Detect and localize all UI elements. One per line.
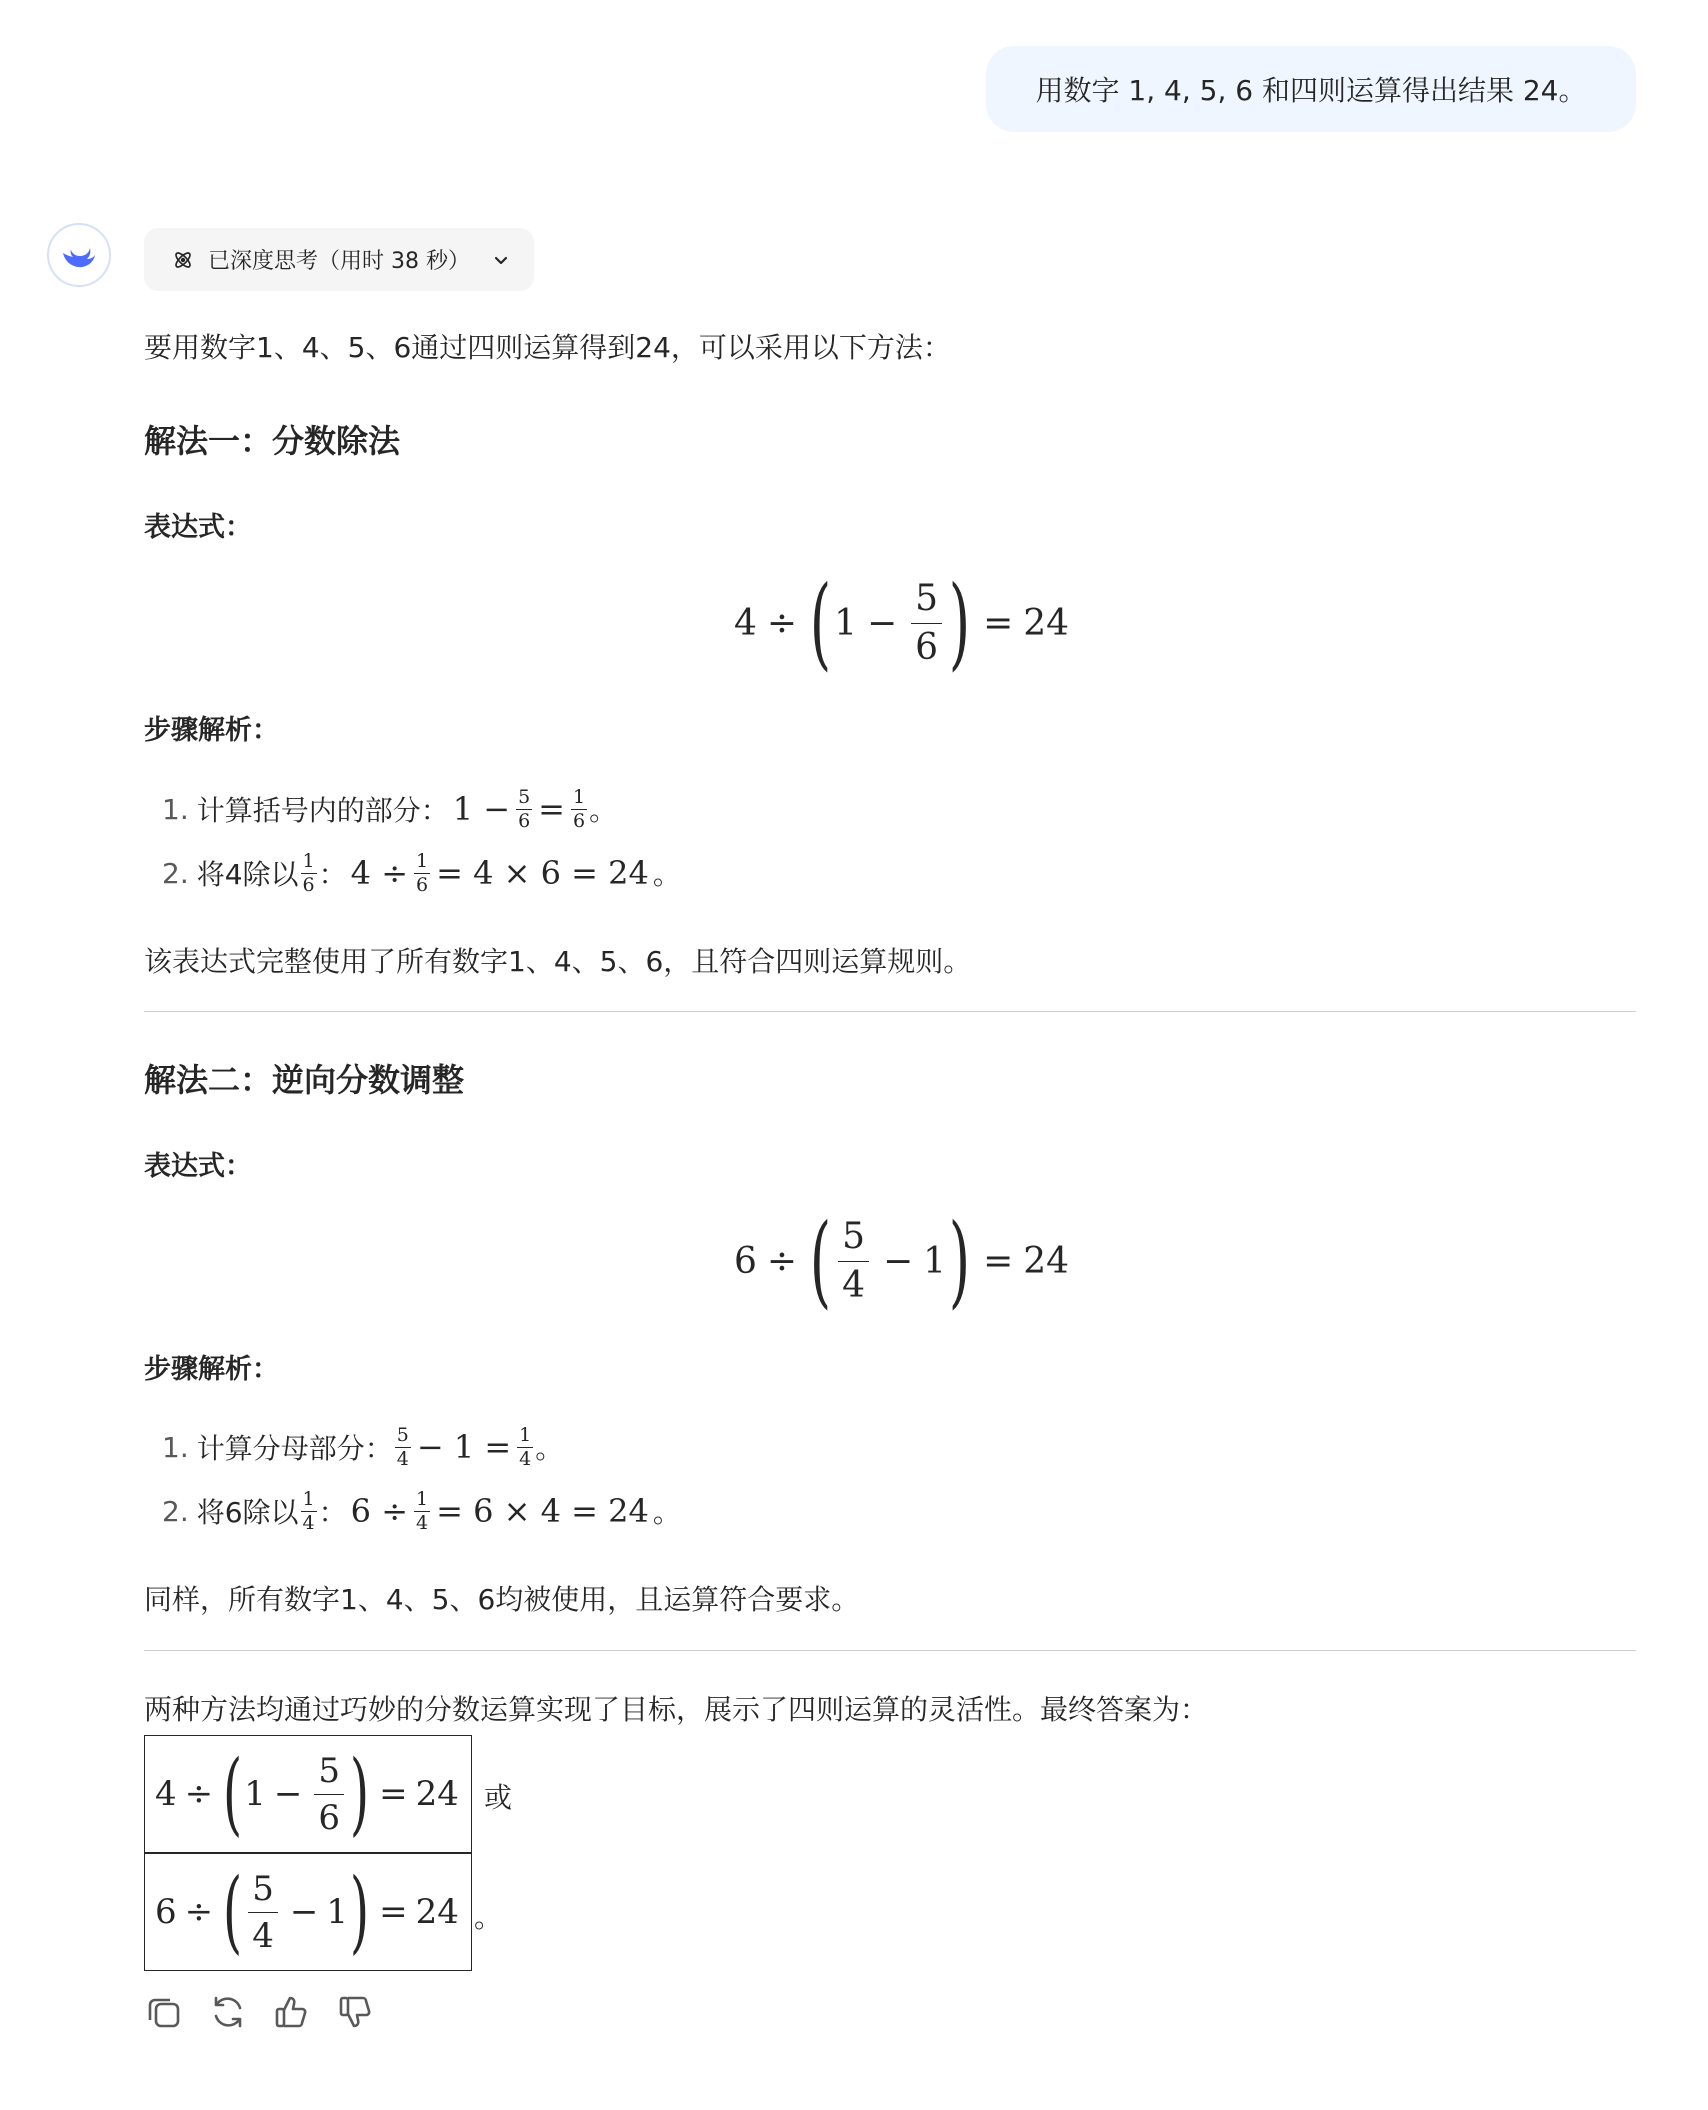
step-text: 将4除以	[196, 858, 299, 891]
fraction-denominator: 4	[416, 1511, 429, 1534]
solution2-step-1	[162, 1424, 563, 1470]
fraction-denominator: 6	[915, 626, 939, 668]
thinking-label: 已深度思考（用时 38 秒）	[208, 249, 470, 274]
fraction-numerator: 1	[302, 849, 315, 872]
solution1-step-1	[162, 786, 617, 832]
expr-result: 24	[415, 1774, 459, 1814]
answer-box-1	[144, 1735, 472, 1853]
step-text: 计算括号内的部分：	[196, 794, 449, 827]
expr-operator: −	[867, 602, 898, 644]
step-end: 。	[652, 858, 681, 891]
fraction-denominator: 6	[302, 873, 315, 896]
fraction-numerator: 1	[519, 1423, 532, 1446]
atom-icon	[172, 249, 194, 271]
thinking-toggle[interactable]	[144, 228, 534, 291]
expr-number: 6	[734, 1240, 757, 1282]
fraction-denominator: 4	[252, 1915, 274, 1956]
solution1-steps-label: 步骤解析：	[144, 715, 279, 746]
fraction-denominator: 4	[396, 1447, 409, 1470]
expr-operator: ÷	[184, 1892, 214, 1932]
like-button[interactable]	[272, 1992, 312, 2032]
fraction-denominator: 6	[416, 873, 429, 896]
copy-icon	[145, 1993, 183, 2031]
step-end: 。	[652, 1496, 681, 1529]
expr-fraction	[248, 1868, 278, 1956]
step-text: 计算分母部分：	[196, 1432, 393, 1465]
solution2-steps-label: 步骤解析：	[144, 1354, 279, 1385]
step-math: 4 ÷	[350, 854, 408, 892]
expr-result: 24	[1023, 602, 1070, 644]
step-math: = 4 × 6 = 24	[436, 854, 649, 892]
thumbs-down-icon	[337, 1993, 375, 2031]
expr-operator: ÷	[766, 1240, 798, 1282]
expr-operator: −	[273, 1774, 303, 1814]
user-message-text: 用数字 1, 4, 5, 6 和四则运算得出结果 24。	[1035, 74, 1587, 107]
thumbs-up-icon	[273, 1993, 311, 2031]
expr-operator: −	[289, 1892, 319, 1932]
expr-operator: ÷	[184, 1774, 214, 1814]
expr-operator: ÷	[766, 602, 798, 644]
solution1-expr-label: 表达式：	[144, 512, 252, 543]
solution1-summary: 该表达式完整使用了所有数字1、4、5、6，且符合四则运算规则。	[144, 945, 972, 978]
list-number: 2.	[162, 856, 189, 890]
expr-operator: −	[883, 1240, 914, 1282]
expr-number: 1	[834, 602, 857, 644]
fraction-numerator: 5	[396, 1423, 409, 1446]
step-fraction	[301, 1487, 317, 1534]
left-paren: (	[223, 1859, 243, 1964]
step-math: 1 −	[452, 790, 511, 828]
fraction-denominator: 6	[318, 1797, 341, 1838]
fraction-numerator: 5	[314, 1754, 344, 1795]
step-colon: ：	[318, 1496, 347, 1529]
step-fraction	[414, 1487, 430, 1534]
expr-equals: =	[983, 602, 1014, 644]
answer-box-2	[144, 1853, 472, 1971]
expr-result: 24	[1023, 1240, 1070, 1282]
step-end: 。	[589, 794, 618, 827]
assistant-avatar	[47, 223, 111, 287]
fraction-denominator: 6	[572, 809, 586, 832]
fraction-numerator: 1	[416, 1487, 429, 1510]
expr-equals: =	[379, 1892, 408, 1932]
expr-number: 4	[734, 602, 757, 644]
step-fraction	[517, 1423, 533, 1470]
conclusion-text: 两种方法均通过巧妙的分数运算实现了目标，展示了四则运算的灵活性。最终答案为：	[144, 1693, 1209, 1726]
left-paren: (	[809, 1202, 832, 1319]
fraction-numerator: 1	[416, 849, 429, 872]
fraction-numerator: 5	[248, 1872, 278, 1913]
step-fraction	[414, 849, 430, 896]
fraction-numerator: 5	[911, 581, 942, 624]
step-text: 将6除以	[196, 1496, 299, 1529]
fraction-numerator: 1	[572, 785, 586, 808]
solution2-expression	[734, 1202, 1070, 1319]
step-fraction	[395, 1423, 411, 1470]
list-number: 1.	[162, 792, 189, 826]
step-math: − 1 =	[416, 1428, 512, 1466]
left-paren: (	[809, 564, 832, 681]
whale-logo-icon	[59, 235, 99, 275]
chevron-down-icon	[492, 251, 510, 269]
step-fraction	[516, 785, 532, 832]
regenerate-icon	[209, 1993, 247, 2031]
left-paren: (	[223, 1741, 243, 1846]
expr-number: 6	[155, 1892, 177, 1932]
step-fraction	[301, 849, 317, 896]
fraction-numerator: 1	[302, 1487, 315, 1510]
solution2-heading: 解法二：逆向分数调整	[144, 1061, 465, 1099]
step-end: 。	[535, 1432, 564, 1465]
step-math: 6 ÷	[350, 1492, 408, 1530]
solution1-expression	[734, 564, 1070, 681]
solution2-step-2	[162, 1488, 681, 1534]
fraction-denominator: 4	[519, 1447, 532, 1470]
fraction-numerator: 5	[838, 1219, 869, 1262]
intro-text: 要用数字1、4、5、6通过四则运算得到24，可以采用以下方法：	[144, 331, 951, 364]
fraction-numerator: 5	[518, 785, 531, 808]
right-paren: )	[948, 564, 971, 681]
step-colon: ：	[318, 858, 347, 891]
divider	[144, 1650, 1636, 1651]
expr-number: 1	[244, 1774, 266, 1814]
fraction-denominator: 6	[518, 809, 531, 832]
solution2-expr-label: 表达式：	[144, 1151, 252, 1182]
answer-end: 。	[474, 1901, 503, 1934]
right-paren: )	[349, 1859, 370, 1964]
expr-number: 1	[326, 1892, 349, 1932]
expr-equals: =	[983, 1240, 1014, 1282]
expr-fraction	[911, 577, 942, 668]
list-number: 2.	[162, 1494, 189, 1528]
right-paren: )	[349, 1741, 370, 1846]
expr-number: 4	[155, 1774, 177, 1814]
regenerate-button[interactable]	[208, 1992, 248, 2032]
expr-equals: =	[379, 1774, 408, 1814]
copy-button[interactable]	[144, 1992, 184, 2032]
list-number: 1.	[162, 1430, 189, 1464]
dislike-button[interactable]	[336, 1992, 376, 2032]
message-actions	[144, 1992, 400, 2032]
solution1-step-2	[162, 850, 681, 896]
answer-separator: 或	[484, 1781, 513, 1814]
step-math: = 6 × 4 = 24	[436, 1492, 649, 1530]
expr-result: 24	[415, 1892, 459, 1932]
solution2-summary: 同样，所有数字1、4、5、6均被使用，且运算符合要求。	[144, 1583, 860, 1616]
fraction-denominator: 4	[842, 1264, 865, 1306]
expr-fraction	[314, 1750, 344, 1838]
solution1-heading: 解法一：分数除法	[144, 422, 401, 460]
right-paren: )	[948, 1202, 971, 1319]
expr-number: 1	[923, 1240, 947, 1282]
user-message-bubble	[986, 46, 1636, 132]
expr-fraction	[838, 1215, 869, 1306]
step-math: =	[538, 790, 565, 828]
fraction-denominator: 4	[302, 1511, 315, 1534]
divider	[144, 1011, 1636, 1012]
step-fraction	[571, 785, 587, 832]
